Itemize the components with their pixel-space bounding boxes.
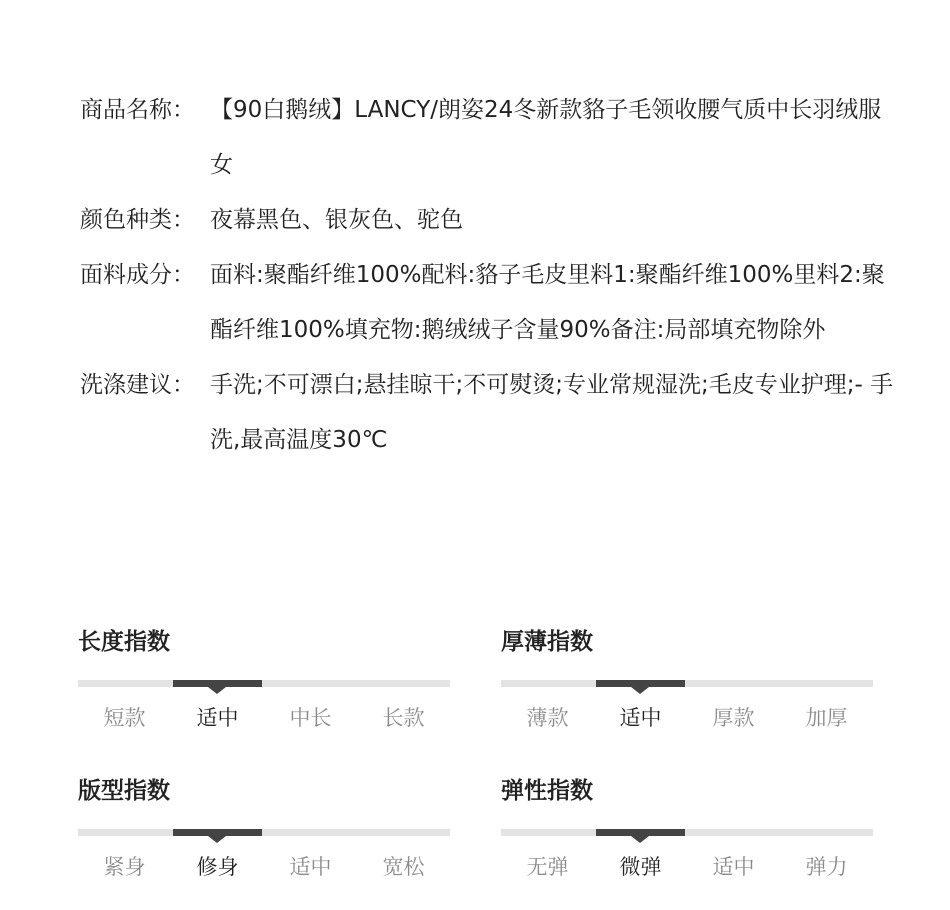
- index-option: 中长: [289, 706, 332, 730]
- index-thickness: [501, 620, 873, 735]
- index-track: [78, 680, 450, 687]
- index-track: [501, 680, 873, 687]
- spec-value: 夜幕黑色、银灰色、驼色: [210, 207, 463, 233]
- index-option: 微弹: [619, 855, 662, 879]
- index-fit: [78, 769, 450, 884]
- index-title: 版型指数: [78, 778, 170, 804]
- spec-value: 【90白鹅绒】LANCY/朗姿24冬新款貉子毛领收腰气质中长羽绒服女: [210, 97, 882, 178]
- index-option: 适中: [619, 706, 662, 730]
- index-option: 无弹: [526, 855, 569, 879]
- index-option: 弹力: [805, 855, 848, 879]
- index-option: 紧身: [103, 855, 146, 879]
- index-track: [501, 829, 873, 836]
- spec-label: 面料成分：: [80, 262, 195, 288]
- index-marker: [173, 829, 261, 836]
- spec-row-wash: [80, 358, 900, 468]
- index-option: 加厚: [805, 706, 848, 730]
- index-option: 适中: [712, 855, 755, 879]
- index-title: 长度指数: [78, 629, 170, 655]
- index-option: 修身: [196, 855, 239, 879]
- spec-value: 面料:聚酯纤维100%配料:貉子毛皮里料1:聚酯纤维100%里料2:聚酯纤维100%填充物:鹅绒绒子含量90%备注:局部填充物除外: [210, 262, 885, 343]
- index-length: [78, 620, 450, 735]
- spec-row-fabric: [80, 248, 900, 358]
- index-option: 适中: [196, 706, 239, 730]
- index-marker: [596, 680, 684, 687]
- index-marker: [173, 680, 261, 687]
- spec-label: 颜色种类：: [80, 207, 195, 233]
- index-title: 弹性指数: [501, 778, 593, 804]
- index-elasticity: [501, 769, 873, 884]
- index-options: [78, 850, 450, 884]
- index-options: [501, 701, 873, 735]
- spec-label: 商品名称：: [80, 97, 195, 123]
- index-option: 短款: [103, 706, 146, 730]
- index-option: 宽松: [382, 855, 425, 879]
- product-spec-list: [80, 83, 900, 468]
- index-marker: [596, 829, 684, 836]
- index-option: 薄款: [526, 706, 569, 730]
- spec-row-color: [80, 193, 900, 248]
- index-options: [501, 850, 873, 884]
- index-option: 长款: [382, 706, 425, 730]
- spec-row-name: [80, 83, 900, 193]
- index-title: 厚薄指数: [501, 629, 593, 655]
- spec-value: 手洗;不可漂白;悬挂晾干;不可熨烫;专业常规湿洗;毛皮专业护理;- 手洗,最高温度30℃: [210, 372, 894, 453]
- index-option: 厚款: [712, 706, 755, 730]
- index-options: [78, 701, 450, 735]
- spec-label: 洗涤建议：: [80, 372, 195, 398]
- index-track: [78, 829, 450, 836]
- index-option: 适中: [289, 855, 332, 879]
